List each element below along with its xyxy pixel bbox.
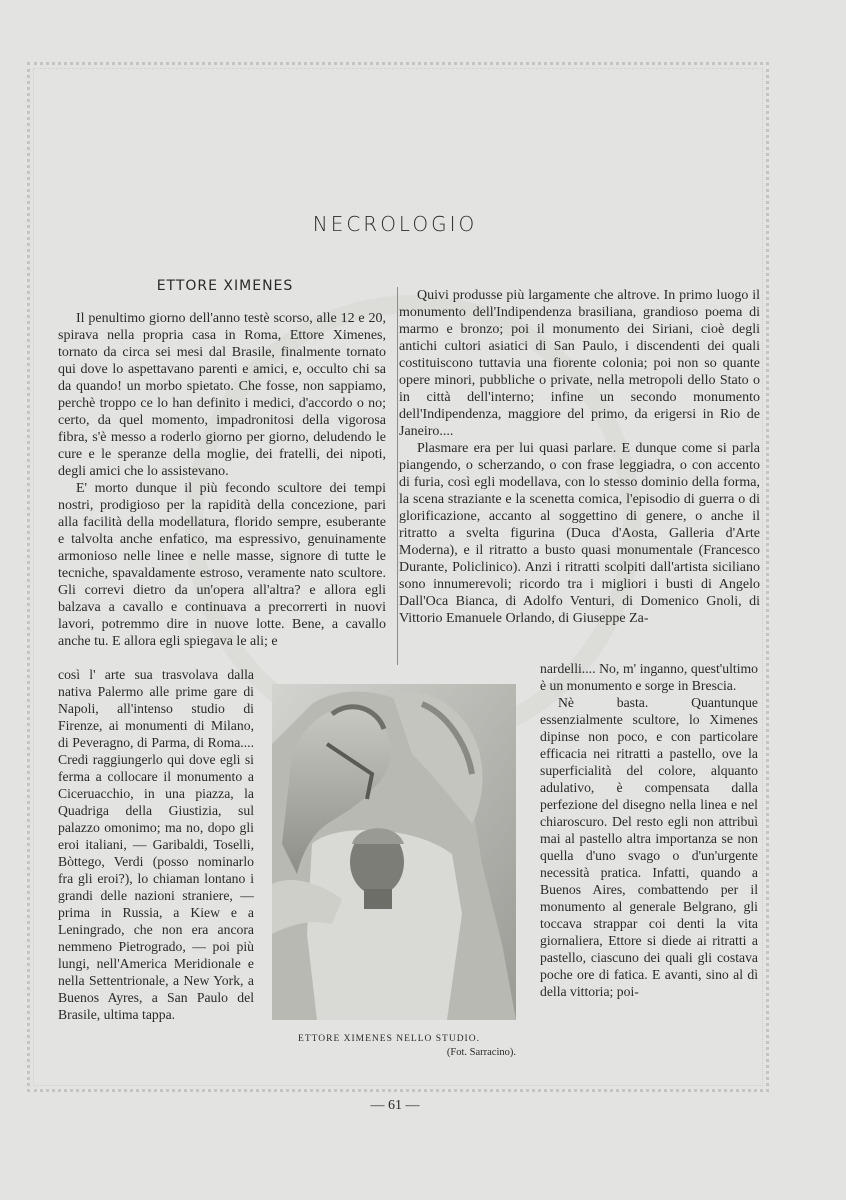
column-left-narrow	[58, 666, 254, 1023]
paragraph: Nè basta. Quantunque essenzialmente scultore, lo Ximenes dipinse non poco, e con particolare efficacia nei ritratti a pastello, ove la superficialità del colore, alquanto adulativo, è compensata dalla perfezione del disegno nella linea e nel chiaroscuro. Del resto egli non attribuì mai al pastello altra importanza se non quella d'uno svago o d'un'urgente necessità pratica. Infatti, quando a Buenos Aires, combattendo per il monumento al generale Belgrano, gli toccava strappar coi denti la vita giornaliera, Ettore si diede ai ritratti a pastello, ciascuno dei quali gli costava poche ore di fatica. E avanti, sino al dì della vittoria; poi-	[540, 695, 758, 999]
photo-illustration	[272, 684, 516, 1020]
paragraph: Quivi produsse più largamente che altrove. In primo luogo il monumento dell'Indipendenza brasiliana, grandioso poema di marmo e bronzo; poi il monumento dei Siriani, cioè degli antichi cultori asiatici di San Paulo, i discendenti dei quali costituiscono tuttavia una fiorente colonia; poi non so quante opere minori, pubbliche o private, nella metropoli dello Stato o in città dell'interno; infine un secondo monumento dell'Indipendenza, maggiore del primo, da erigersi in Rio de Janeiro....	[399, 288, 760, 439]
column-right-narrow	[540, 660, 758, 1000]
photo-credit: (Fot. Sarracino).	[446, 1047, 516, 1058]
paragraph: Plasmare era per lui quasi parlare. E dunque come si parla piangendo, o scherzando, o con frase leggiadra, o con accento di furia, così egli modellava, con lo stesso dominio della forma, la scena straziante e la scenetta comica, l'episodio di guerra o di glorificazione, accanto al soggettino di genere, o anche il ritratto a svelta figurina (Duca d'Aosta, Galleria d'Arte Moderna), e il ritratto a busto quasi monumentale (Francesco Durante, Policlinico). Anzi i ritratti scolpiti dall'artista siciliano sono innumerevoli; ricordo tra i migliori i busti di Angelo Dall'Oca Bianca, di Adolfo Venturi, di Domenico Gnoli, di Vittorio Emanuele Orlando, di Giuseppe Za-	[399, 441, 760, 626]
column-left	[58, 310, 386, 650]
paragraph: Il penultimo giorno dell'anno testè scorso, alle 12 e 20, spirava nella propria casa in Roma, Ettore Ximenes, tornato da circa sei mesi dal Brasile, finalmente tornato qui dove lo aspettavano parenti e amici, e, occulto chi sa da quando! un morbo spietato. Che fosse, non sappiamo, perchè troppo ce lo han definito i medici, d'accordo o no; certo, da quel momento, impadronitosi della vigorosa fibra, s'è messo a roderlo giorno per giorno, deludendo le cure e le speranze della moglie, dei fratelli, dei nipoti, degli amici che lo assistevano.	[58, 311, 386, 479]
column-right	[399, 287, 760, 627]
section-heading: NECROLOGIO	[312, 212, 478, 236]
portrait-photo	[272, 684, 516, 1020]
photo-caption	[262, 1032, 516, 1060]
paragraph: E' morto dunque il più fecondo scultore dei tempi nostri, prodigioso per la rapidità della concezione, pari alla facilità della modellatura, florido sempre, esuberante e talvolta anche enfatico, ma espressivo, genuinamente armonioso nelle linee e nelle masse, signore di tutte le tecniche, spavaldamente estroso, veramente nato scultore. Gli correvi dietro da un'opera all'altra? e allora egli balzava a cavallo e continuava a precorrerti in nuovi lavori, potremmo dire in nuove lotte. Bene, a cavallo anche tu. E allora egli spiegava le ali; e	[58, 481, 386, 649]
article-title: ETTORE XIMENES	[156, 278, 294, 294]
page-number: — 61 —	[370, 1098, 420, 1113]
column-divider	[397, 287, 398, 665]
caption-text: ETTORE XIMENES NELLO STUDIO.	[298, 1034, 480, 1044]
paragraph: così l' arte sua trasvolava dalla nativa Palermo alle prime gare di Napoli, all'intenso studio di Firenze, ai monumenti di Milano, di Peveragno, di Parma, di Roma.... Credi raggiungerlo qui dove egli si ferma a collocare il monumento a Ciceruacchio, in una piazza, la Quadriga della Giustizia, sul palazzo omonimo; ma no, dopo gli eroi italiani, — Garibaldi, Toselli, Bòttego, Verdi (posso nominarlo fra gli eroi?), lo chiaman lontano i grandi delle nazioni straniere, — prima in Russia, a Kiew e a Leningrado, che non era ancora nemmeno Pietrogrado, — poi più lungi, nell'America Meridionale e nella Settentrionale, a New York, a Buenos Ayres, a San Paulo del Brasile, ultima tappa.	[58, 667, 254, 1022]
paragraph: nardelli.... No, m' inganno, quest'ultimo è un monumento e sorge in Brescia.	[540, 661, 758, 693]
